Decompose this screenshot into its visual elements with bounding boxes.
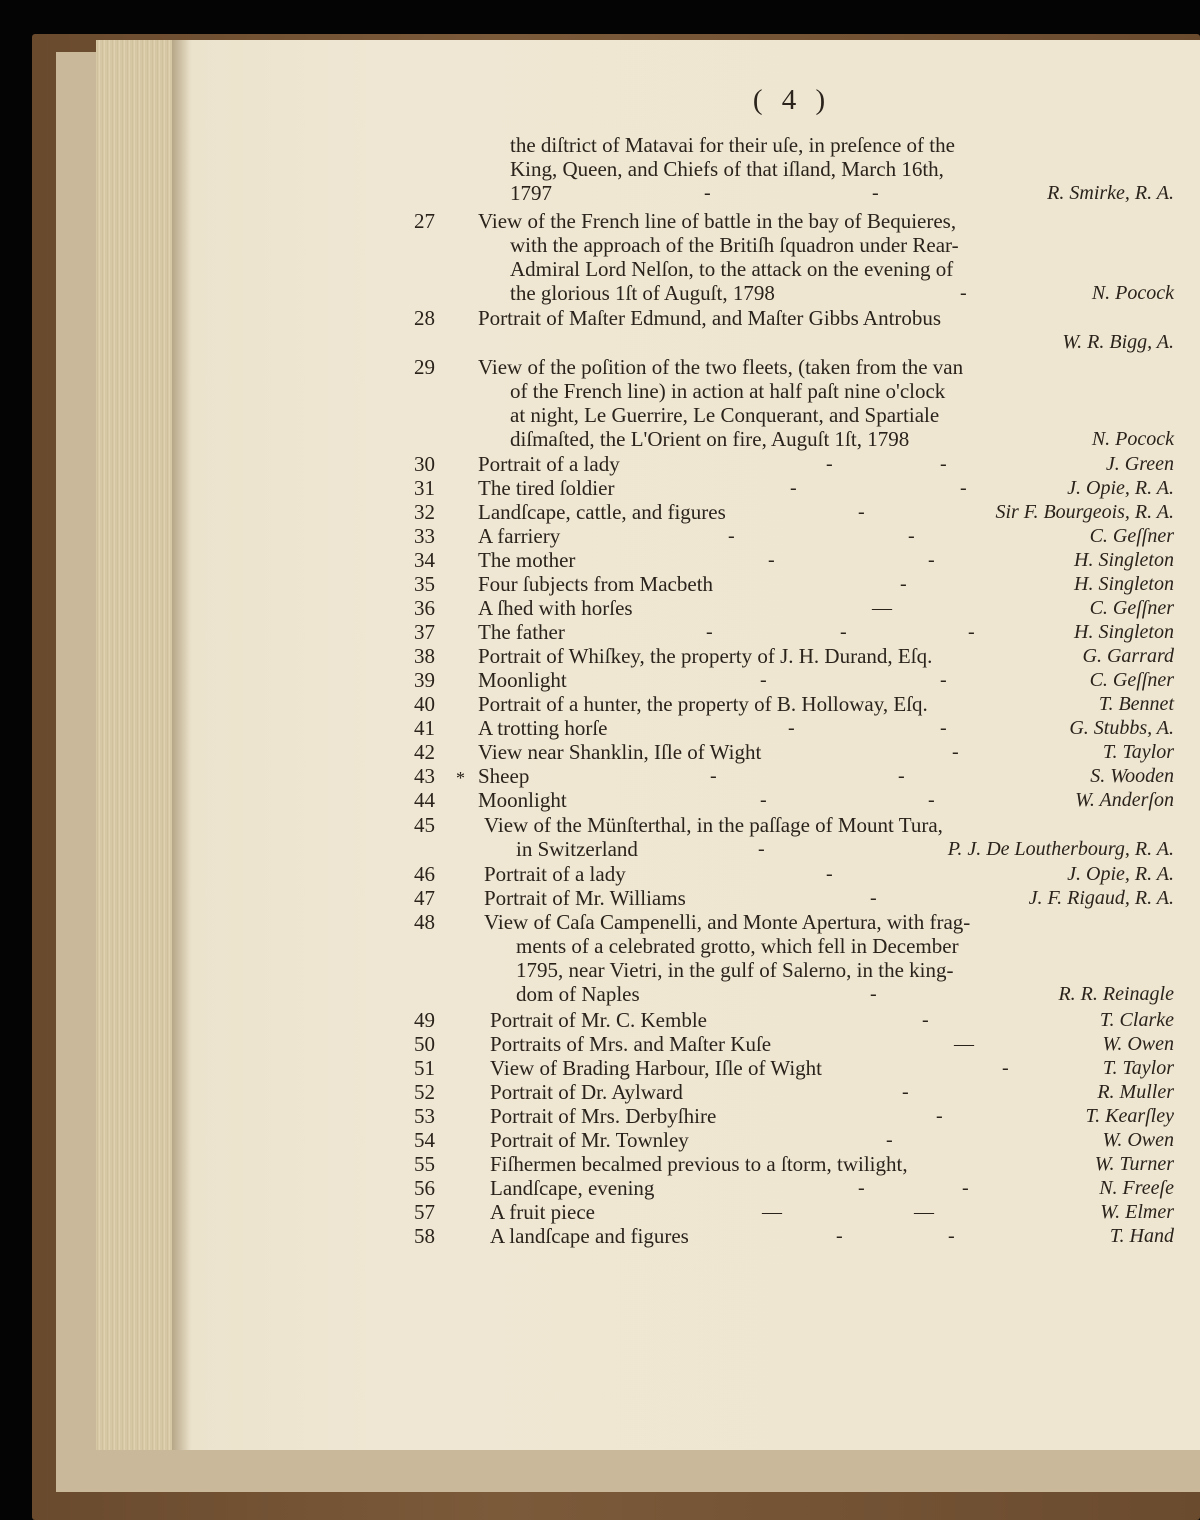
- artist-name: T. Taylor: [1102, 741, 1174, 763]
- entry-title: Landſcape, evening: [490, 1176, 655, 1200]
- leader-dash: -: [940, 453, 947, 475]
- entry-number: 43: [414, 764, 435, 788]
- entry-number: 50: [414, 1032, 435, 1056]
- artist-name: W. R. Bigg, A.: [1062, 331, 1174, 353]
- artist-name: C. Geſſner: [1089, 669, 1174, 691]
- artist-name: W. Turner: [1094, 1153, 1174, 1175]
- entry-title: Portrait of a lady: [478, 452, 620, 476]
- entry-number: 32: [414, 500, 435, 524]
- entry-title: Portrait of Mr. Townley: [490, 1128, 689, 1152]
- leader-dash: —: [954, 1033, 974, 1055]
- entry-number: 51: [414, 1056, 435, 1080]
- entry-title: Moonlight: [478, 788, 567, 812]
- entry-title: The mother: [478, 548, 576, 572]
- entry-title: A ſhed with horſes: [478, 596, 633, 620]
- leader-dash: -: [704, 182, 711, 204]
- artist-name: H. Singleton: [1074, 573, 1174, 595]
- entry-title: View of the French line of battle in the bay of Bequieres,: [478, 209, 957, 233]
- artist-name: N. Pocock: [1091, 282, 1174, 304]
- leader-dash: -: [940, 669, 947, 691]
- entry-number: 37: [414, 620, 435, 644]
- leader-dash: -: [706, 621, 713, 643]
- entry-title-continuation: at night, Le Guerrire, Le Conquerant, and Spartiale: [510, 403, 940, 427]
- entry-title: Portrait of a hunter, the property of B. Holloway, Eſq.: [478, 692, 928, 716]
- entry-title: A fruit piece: [490, 1200, 595, 1224]
- entry-title: Portrait of Maſter Edmund, and Maſter Gibbs Antrobus: [478, 306, 942, 330]
- leader-dash: -: [968, 621, 975, 643]
- leader-dash: -: [760, 789, 767, 811]
- leader-dash: -: [960, 477, 967, 499]
- artist-name: W. Owen: [1102, 1129, 1174, 1151]
- entry-title: Portrait of a lady: [484, 862, 626, 886]
- artist-name: C. Geſſner: [1089, 597, 1174, 619]
- leader-dash: -: [952, 741, 959, 763]
- entry-title-continuation: the glorious 1ſt of Auguſt, 1798: [510, 281, 775, 305]
- entry-title-continuation: with the approach of the Britiſh ſquadron under Rear-: [510, 233, 959, 257]
- artist-name: W. Owen: [1102, 1033, 1174, 1055]
- leader-dash: -: [760, 669, 767, 691]
- entry-number: 58: [414, 1224, 435, 1248]
- continuation-line-3: 1797: [510, 181, 552, 205]
- entry-title: Moonlight: [478, 668, 567, 692]
- leader-dash: —: [762, 1201, 782, 1223]
- leader-dash: -: [826, 453, 833, 475]
- leader-dash: -: [928, 789, 935, 811]
- leader-dash: -: [962, 1177, 969, 1199]
- leader-dash: -: [858, 1177, 865, 1199]
- leader-dash: -: [922, 1009, 929, 1031]
- entry-number: 46: [414, 862, 435, 886]
- entry-title: View of the poſition of the two fleets, (taken from the van: [478, 355, 964, 379]
- entry-title-continuation: ments of a celebrated grotto, which fell in December: [516, 934, 959, 958]
- leader-dash: -: [710, 765, 717, 787]
- entry-title: A trotting horſe: [478, 716, 608, 740]
- entry-title: View of the Münſterthal, in the paſſage of Mount Tura,: [484, 813, 943, 837]
- page-number: ( 4 ): [752, 84, 832, 116]
- entry-title: Portrait of Whiſkey, the property of J. H. Durand, Eſq.: [478, 644, 933, 668]
- artist-name: R. R. Reinagle: [1058, 983, 1174, 1005]
- artist-name: H. Singleton: [1074, 549, 1174, 571]
- entry-title: View of Brading Harbour, Iſle of Wight: [490, 1056, 823, 1080]
- leader-dash: -: [790, 477, 797, 499]
- entry-title: Landſcape, cattle, and figures: [478, 500, 726, 524]
- leader-dash: -: [886, 1129, 893, 1151]
- entry-title: Portrait of Mrs. Derbyſhire: [490, 1104, 717, 1128]
- artist-name: N. Freeſe: [1099, 1177, 1174, 1199]
- artist-name: J. Opie, R. A.: [1067, 863, 1174, 885]
- leader-dash: -: [1002, 1057, 1009, 1079]
- entry-number: 40: [414, 692, 435, 716]
- artist-name: S. Wooden: [1090, 765, 1174, 787]
- continuation-line-2: King, Queen, and Chiefs of that iſland, March 16th,: [510, 157, 944, 181]
- artist-name: R. Smirke, R. A.: [1047, 182, 1174, 204]
- artist-name: P. J. De Loutherbourg, R. A.: [947, 838, 1174, 860]
- continuation-line-1: the diſtrict of Matavai for their uſe, in preſence of the: [510, 133, 955, 157]
- artist-name: C. Geſſner: [1089, 525, 1174, 547]
- leader-dash: -: [840, 621, 847, 643]
- entry-number: 34: [414, 548, 435, 572]
- entry-number: 54: [414, 1128, 435, 1152]
- leader-dash: -: [936, 1105, 943, 1127]
- entry-title: A landſcape and figures: [490, 1224, 689, 1248]
- entry-title: Sheep: [478, 764, 530, 788]
- leader-dash: —: [914, 1201, 934, 1223]
- entry-number: 53: [414, 1104, 435, 1128]
- entry-number: 41: [414, 716, 435, 740]
- leader-dash: -: [928, 549, 935, 571]
- artist-name: W. Anderſon: [1075, 789, 1174, 811]
- entry-number: 55: [414, 1152, 435, 1176]
- artist-name: T. Clarke: [1099, 1009, 1174, 1031]
- entry-title: Fiſhermen becalmed previous to a ſtorm, twilight,: [490, 1152, 908, 1176]
- leader-dash: -: [940, 717, 947, 739]
- artist-name: Sir F. Bourgeois, R. A.: [995, 501, 1174, 523]
- leader-dash: -: [758, 838, 765, 860]
- artist-name: J. F. Rigaud, R. A.: [1028, 887, 1174, 909]
- leader-dash: —: [872, 597, 892, 619]
- artist-name: T. Bennet: [1098, 693, 1174, 715]
- entry-title: View near Shanklin, Iſle of Wight: [478, 740, 762, 764]
- entry-number: 36: [414, 596, 435, 620]
- artist-name: J. Green: [1105, 453, 1174, 475]
- leader-dash: -: [898, 765, 905, 787]
- leader-dash: -: [908, 525, 915, 547]
- entry-number: 52: [414, 1080, 435, 1104]
- entry-title: A farriery: [478, 524, 561, 548]
- entry-title: Portrait of Mr. C. Kemble: [490, 1008, 707, 1032]
- entry-number: 44: [414, 788, 435, 812]
- entry-title-continuation: in Switzerland: [516, 837, 638, 861]
- leader-dash: -: [872, 182, 879, 204]
- entry-number: 27: [414, 209, 435, 233]
- entry-number: 29: [414, 355, 435, 379]
- entry-number: 39: [414, 668, 435, 692]
- leader-dash: -: [900, 573, 907, 595]
- entry-number: 30: [414, 452, 435, 476]
- leader-dash: -: [858, 501, 865, 523]
- entry-number: 45: [414, 813, 435, 837]
- entry-title: Portrait of Dr. Aylward: [490, 1080, 683, 1104]
- leader-dash: -: [768, 549, 775, 571]
- gutter-shadow: [172, 40, 190, 1450]
- entry-title: Four ſubjects from Macbeth: [478, 572, 714, 596]
- entry-title: View of Caſa Campenelli, and Monte Apertura, with frag-: [484, 910, 971, 934]
- leader-dash: -: [836, 1225, 843, 1247]
- artist-name: T. Kearſley: [1085, 1105, 1174, 1127]
- asterisk-mark: *: [456, 768, 465, 788]
- entry-number: 56: [414, 1176, 435, 1200]
- artist-name: N. Pocock: [1091, 428, 1174, 450]
- entry-title-continuation: of the French line) in action at half paſt nine o'clock: [510, 379, 946, 403]
- entry-number: 42: [414, 740, 435, 764]
- artist-name: G. Stubbs, A.: [1069, 717, 1174, 739]
- artist-name: T. Hand: [1109, 1225, 1174, 1247]
- entry-title-continuation: Admiral Lord Nelſon, to the attack on the evening of: [510, 257, 954, 281]
- entry-number: 28: [414, 306, 435, 330]
- artist-name: J. Opie, R. A.: [1067, 477, 1174, 499]
- entry-number: 47: [414, 886, 435, 910]
- entry-title-continuation: dom of Naples: [516, 982, 640, 1006]
- entry-title: Portrait of Mr. Williams: [484, 886, 686, 910]
- entry-number: 33: [414, 524, 435, 548]
- artist-name: T. Taylor: [1102, 1057, 1174, 1079]
- leader-dash: -: [870, 983, 877, 1005]
- artist-name: R. Muller: [1097, 1081, 1174, 1103]
- entry-title: Portraits of Mrs. and Maſter Kuſe: [490, 1032, 772, 1056]
- leader-dash: -: [948, 1225, 955, 1247]
- entry-title: The father: [478, 620, 565, 644]
- entry-title-continuation: diſmaſted, the L'Orient on fire, Auguſt 1ſt, 1798: [510, 427, 910, 451]
- entry-number: 48: [414, 910, 435, 934]
- entry-number: 49: [414, 1008, 435, 1032]
- entry-title-continuation: 1795, near Vietri, in the gulf of Salerno, in the king-: [516, 958, 954, 982]
- artist-name: H. Singleton: [1074, 621, 1174, 643]
- leader-dash: -: [960, 282, 967, 304]
- artist-name: W. Elmer: [1100, 1201, 1174, 1223]
- leader-dash: -: [826, 863, 833, 885]
- leader-dash: -: [788, 717, 795, 739]
- leader-dash: -: [870, 887, 877, 909]
- entry-number: 35: [414, 572, 435, 596]
- artist-name: G. Garrard: [1082, 645, 1174, 667]
- entry-title: The tired ſoldier: [478, 476, 615, 500]
- leader-dash: -: [728, 525, 735, 547]
- entry-number: 31: [414, 476, 435, 500]
- entry-number: 57: [414, 1200, 435, 1224]
- leader-dash: -: [902, 1081, 909, 1103]
- entry-number: 38: [414, 644, 435, 668]
